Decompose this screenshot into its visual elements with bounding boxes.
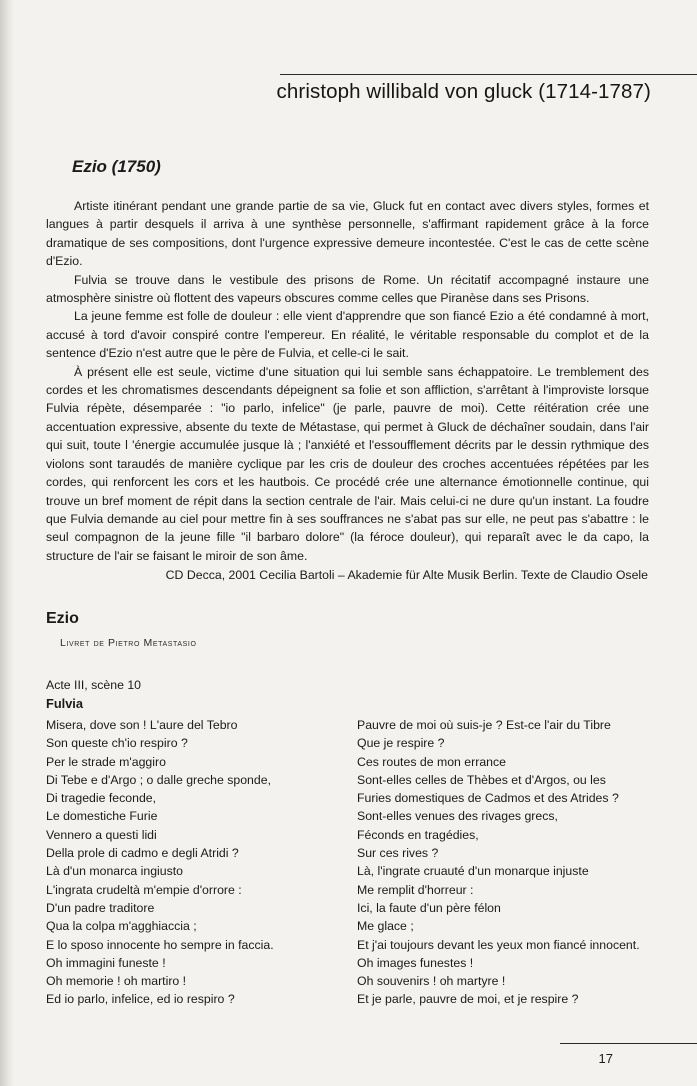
essay-paragraph: La jeune femme est folle de douleur : elle vient d'apprendre que son fiancé Ezio a été condamné à mort, accusé à tord d'avoir conspiré contre l'empereur. En réalité, le véritable responsable du complot et de la sentence d'Ezio n'est autre que le père de Fulvia, et celle-ci le sait. <box>46 309 649 361</box>
italian-verse-line: D'un padre traditore <box>46 900 155 915</box>
italian-verse-column <box>46 716 336 1009</box>
librettist-credit: Livret de Pietro Metastasio <box>60 637 197 649</box>
french-verse-line: Et j'ai toujours devant les yeux mon fiancé innocent. <box>357 937 640 952</box>
french-verse-line: Sur ces rives ? <box>357 846 439 861</box>
essay-paragraph: À présent elle est seule, victime d'une situation qui lui semble sans échappatoire. Le tremblement des cordes et les chromatismes descendants dépeignent sa folie et son affliction, s'arrêtant à l'improviste lorsque Fulvia répète, désemparée : "io parlo, infelice" (je parle, pauvre de moi). Cette réitération crée une accentuation expressive, absente du texte de Métastase, qui permet à Gluck de déchaîner soudain, dans l'air qui suit, toute l 'énergie accumulée jusque là ; l'anxiété et l'essoufflement décrits par le dessin rythmique des violons sont taraudés de manière cyclique par les cris de douleur des croches accentuées répétées par les cordes, qui renforcent les cors et les hautbois. Ce procédé crée une alternance émotionnelle continue, qui trouve un bref moment de répit dans la section centrale de l'air. Mais celui-ci ne dure qu'un instant. La foudre que Fulvia demande au ciel pour mettre fin à ses souffrances ne s'abat pas sur elle, ne peut pas s'abattre : le seul compagnon de la jeune fille "il barbaro dolore" (la féroce douleur), qui reparaît avec le da capo, la structure de l'air se faisant le miroir de son âme. <box>46 364 649 563</box>
italian-verse-line: Oh immagini funeste ! <box>46 955 166 970</box>
italian-verse-line: Son queste ch'io respiro ? <box>46 736 188 751</box>
italian-verse-line: Di tragedie feconde, <box>46 791 157 806</box>
italian-verse-line: L'ingrata crudeltà m'empie d'orrore : <box>46 882 242 897</box>
italian-verse-line: Vennero a questi lidi <box>46 827 157 842</box>
italian-verse-line: Là d'un monarca ingiusto <box>46 864 184 879</box>
essay-paragraph: Artiste itinérant pendant une grande partie de sa vie, Gluck fut en contact avec divers styles, formes et langues à partir desquels il arriva à une synthèse personnelle, s'affirmant rapidement grâce à la force dramatique de ses compositions, dont l'urgence expressive demeure incontestée. C'est le cas de cette scène d'Ezio. <box>46 199 649 269</box>
italian-verse-line: Qua la colpa m'agghiaccia ; <box>46 919 197 934</box>
italian-verse-line: Di Tebe e d'Argo ; o dalle greche sponde, <box>46 772 271 787</box>
page-binding-edge <box>0 0 14 1086</box>
role-name: Fulvia <box>46 696 83 711</box>
essay-paragraph: Fulvia se trouve dans le vestibule des prisons de Rome. Un récitatif accompagné instaure une atmosphère sinistre où flottent des vapeurs obscures comme celles que Piranèse dans ses Prisons. <box>46 272 649 306</box>
french-verse-line: Oh images funestes ! <box>357 955 474 970</box>
french-verse-line: Me remplit d'horreur : <box>357 882 474 897</box>
recording-credit: CD Decca, 2001 Cecilia Bartoli – Akademie für Alte Musik Berlin. Texte de Claudio Osele <box>165 568 648 582</box>
french-verse-line: Sont-elles celles de Thèbes et d'Argos, ou les <box>357 772 606 787</box>
header-rule <box>280 74 697 75</box>
composer-heading <box>277 80 651 104</box>
composer-heading-text: christoph willibald von gluck (1714-1787) <box>276 80 651 103</box>
french-verse-line: Là, l'ingrate cruauté d'un monarque injuste <box>357 864 589 879</box>
french-verse-line: Me glace ; <box>357 919 414 934</box>
french-verse-line: Que je respire ? <box>357 736 445 751</box>
french-verse-line: Ces routes de mon errance <box>357 754 507 769</box>
italian-verse-line: Della prole di cadmo e degli Atridi ? <box>46 846 239 861</box>
italian-verse-line: Per le strade m'aggiro <box>46 754 166 769</box>
italian-verse-line: Oh memorie ! oh martiro ! <box>46 974 187 989</box>
italian-verse-line: Le domestiche Furie <box>46 809 158 824</box>
italian-verse-line: Ed io parlo, infelice, ed io respiro ? <box>46 992 235 1007</box>
french-verse-line: Furies domestiques de Cadmos et des Atrides ? <box>357 791 619 806</box>
essay-body <box>46 197 649 565</box>
french-verse-line: Et je parle, pauvre de moi, et je respire ? <box>357 992 579 1007</box>
french-verse-line: Féconds en tragédies, <box>357 827 479 842</box>
french-verse-line: Pauvre de moi où suis-je ? Est-ce l'air du Tibre <box>357 718 611 732</box>
footer-rule <box>560 1043 697 1044</box>
italian-verse-line: Misera, dove son ! L'aure del Tebro <box>46 718 238 732</box>
italian-verse-line: E lo sposo innocente ho sempre in faccia. <box>46 937 274 952</box>
page-number: 17 <box>598 1051 613 1066</box>
french-verse-line: Oh souvenirs ! oh martyre ! <box>357 974 506 989</box>
french-verse-line: Ici, la faute d'un père félon <box>357 900 501 915</box>
act-scene-label: Acte III, scène 10 <box>46 678 142 692</box>
french-verse-column <box>357 716 677 1009</box>
opera-title: Ezio (1750) <box>72 157 161 176</box>
french-verse-line: Sont-elles venues des rivages grecs, <box>357 809 558 824</box>
libretto-title: Ezio <box>46 610 79 627</box>
